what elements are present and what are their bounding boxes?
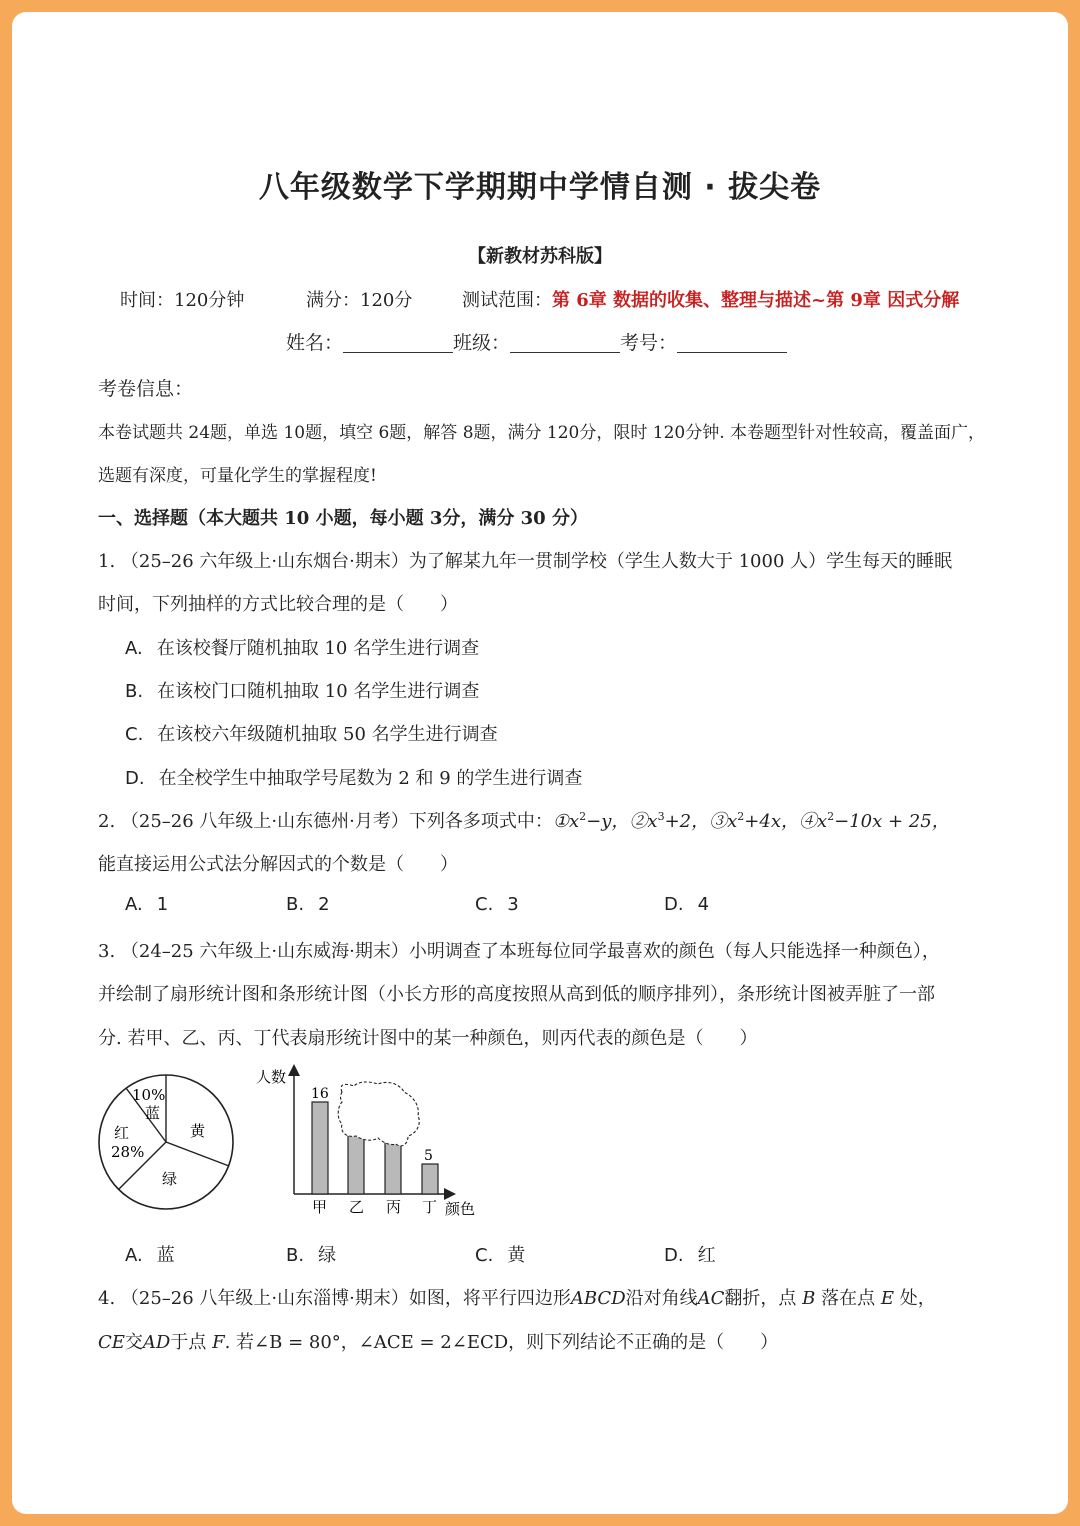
q2-line-1: 2. （25–26 八年级上·山东德州·月考）下列各多项式中：$①x^2-y$，$②x^3+2$，$③x^2+4x$，$④x^2-10x + 25$，	[98, 810, 950, 832]
info-line-2: 选题有深度，可量化学生的掌握程度!	[98, 466, 377, 486]
id-field[interactable]	[677, 332, 787, 353]
pie-green-label: 绿	[162, 1170, 178, 1188]
id-label: 考号：	[620, 332, 678, 354]
bar-bing	[385, 1141, 401, 1194]
bar-chart-figure	[250, 1062, 490, 1222]
q2-option-c: C. 3	[475, 894, 519, 915]
q3-option-b: B. 绿	[286, 1245, 337, 1266]
q3-option-c: C. 黄	[475, 1245, 526, 1266]
q2-option-a: A. 1	[125, 894, 169, 915]
q4-line-2: CE交AD于点 F. 若∠B = 80°，∠ACE = 2∠ECD，则下列结论不正确的是（ ）	[98, 1332, 779, 1353]
q2-option-b: B. 2	[286, 894, 330, 915]
edition-label: 【新教材苏科版】	[468, 246, 612, 267]
pie-red-label: 红	[114, 1124, 130, 1142]
info-line-1: 本卷试题共 24题，单选 10题，填空 6题，解答 8题，满分 120分，限时 120分钟. 本卷题型针对性较高，覆盖面广，	[98, 423, 986, 443]
pie-blue-label: 蓝	[145, 1104, 161, 1122]
q2-line-2: 能直接运用公式法分解因式的个数是（ ）	[98, 854, 458, 875]
scope-value: 第 6章 数据的收集、整理与描述~第 9章 因式分解	[552, 290, 960, 311]
name-field[interactable]	[343, 332, 453, 353]
info-heading: 考卷信息：	[98, 378, 194, 400]
student-info-row	[286, 328, 787, 355]
q3-line-1: 3. （24–25 六年级上·山东威海·期末）小明调查了本班每位同学最喜欢的颜色（每人只能选择一种颜色），	[98, 941, 940, 962]
q3-option-a: A. 蓝	[125, 1245, 175, 1266]
q1-line-1: 1. （25–26 六年级上·山东烟台·期末）为了解某九年一贯制学校（学生人数大于 1000 人）学生每天的睡眠	[98, 551, 953, 572]
name-label: 姓名：	[286, 332, 344, 354]
section-heading: 一、选择题（本大题共 10 小题，每小题 3分，满分 30 分）	[98, 508, 588, 529]
score-info: 满分：120分	[306, 290, 413, 311]
page-title: 八年级数学下学期期中学情自测 · 拔尖卷	[258, 170, 822, 205]
scope-label: 测试范围：	[462, 290, 552, 311]
smudge-area	[338, 1082, 419, 1146]
bar-ding	[422, 1164, 438, 1194]
time-info: 时间：120分钟	[120, 290, 245, 311]
q3-line-3: 分. 若甲、乙、丙、丁代表扇形统计图中的某一种颜色，则丙代表的颜色是（ ）	[98, 1028, 758, 1049]
x-axis-label: 颜色	[445, 1200, 476, 1218]
scope-info	[462, 286, 959, 312]
pie-divider-yellow-green	[166, 1142, 229, 1166]
q1-option-b: B. 在该校门口随机抽取 10 名学生进行调查	[125, 681, 480, 702]
pie-red-pct: 28%	[111, 1143, 145, 1161]
q2-option-d: D. 4	[664, 894, 710, 915]
q3-option-d: D. 红	[664, 1245, 716, 1266]
x-tick-ding: 丁	[422, 1198, 438, 1216]
pie-yellow-label: 黄	[190, 1122, 206, 1140]
class-field[interactable]	[510, 332, 620, 353]
q1-line-2: 时间，下列抽样的方式比较合理的是（ ）	[98, 594, 458, 615]
x-tick-bing: 丙	[386, 1198, 402, 1216]
class-label: 班级：	[453, 332, 511, 354]
q3-line-2: 并绘制了扇形统计图和条形统计图（小长方形的高度按照从高到低的顺序排列），条形统计图被弄脏了一部	[98, 984, 935, 1005]
x-tick-yi: 乙	[349, 1198, 365, 1216]
pie-blue-pct: 10%	[132, 1086, 166, 1104]
bar-yi	[348, 1134, 364, 1194]
q1-option-d: D. 在全校学生中抽取学号尾数为 2 和 9 的学生进行调查	[125, 768, 583, 789]
q1-option-c: C. 在该校六年级随机抽取 50 名学生进行调查	[125, 724, 498, 745]
bar-jia	[312, 1102, 328, 1194]
bar-label-jia: 16	[311, 1086, 329, 1102]
pie-chart-figure	[94, 1070, 240, 1216]
q4-line-1: 4. （25–26 八年级上·山东淄博·期末）如图，将平行四边形ABCD沿对角线AC翻折，点 B 落在点 E 处，	[98, 1288, 936, 1309]
x-tick-jia: 甲	[312, 1198, 328, 1216]
y-axis-label: 人数	[256, 1068, 287, 1086]
bar-label-ding: 5	[424, 1148, 433, 1164]
q1-option-a: A. 在该校餐厅随机抽取 10 名学生进行调查	[125, 638, 480, 659]
